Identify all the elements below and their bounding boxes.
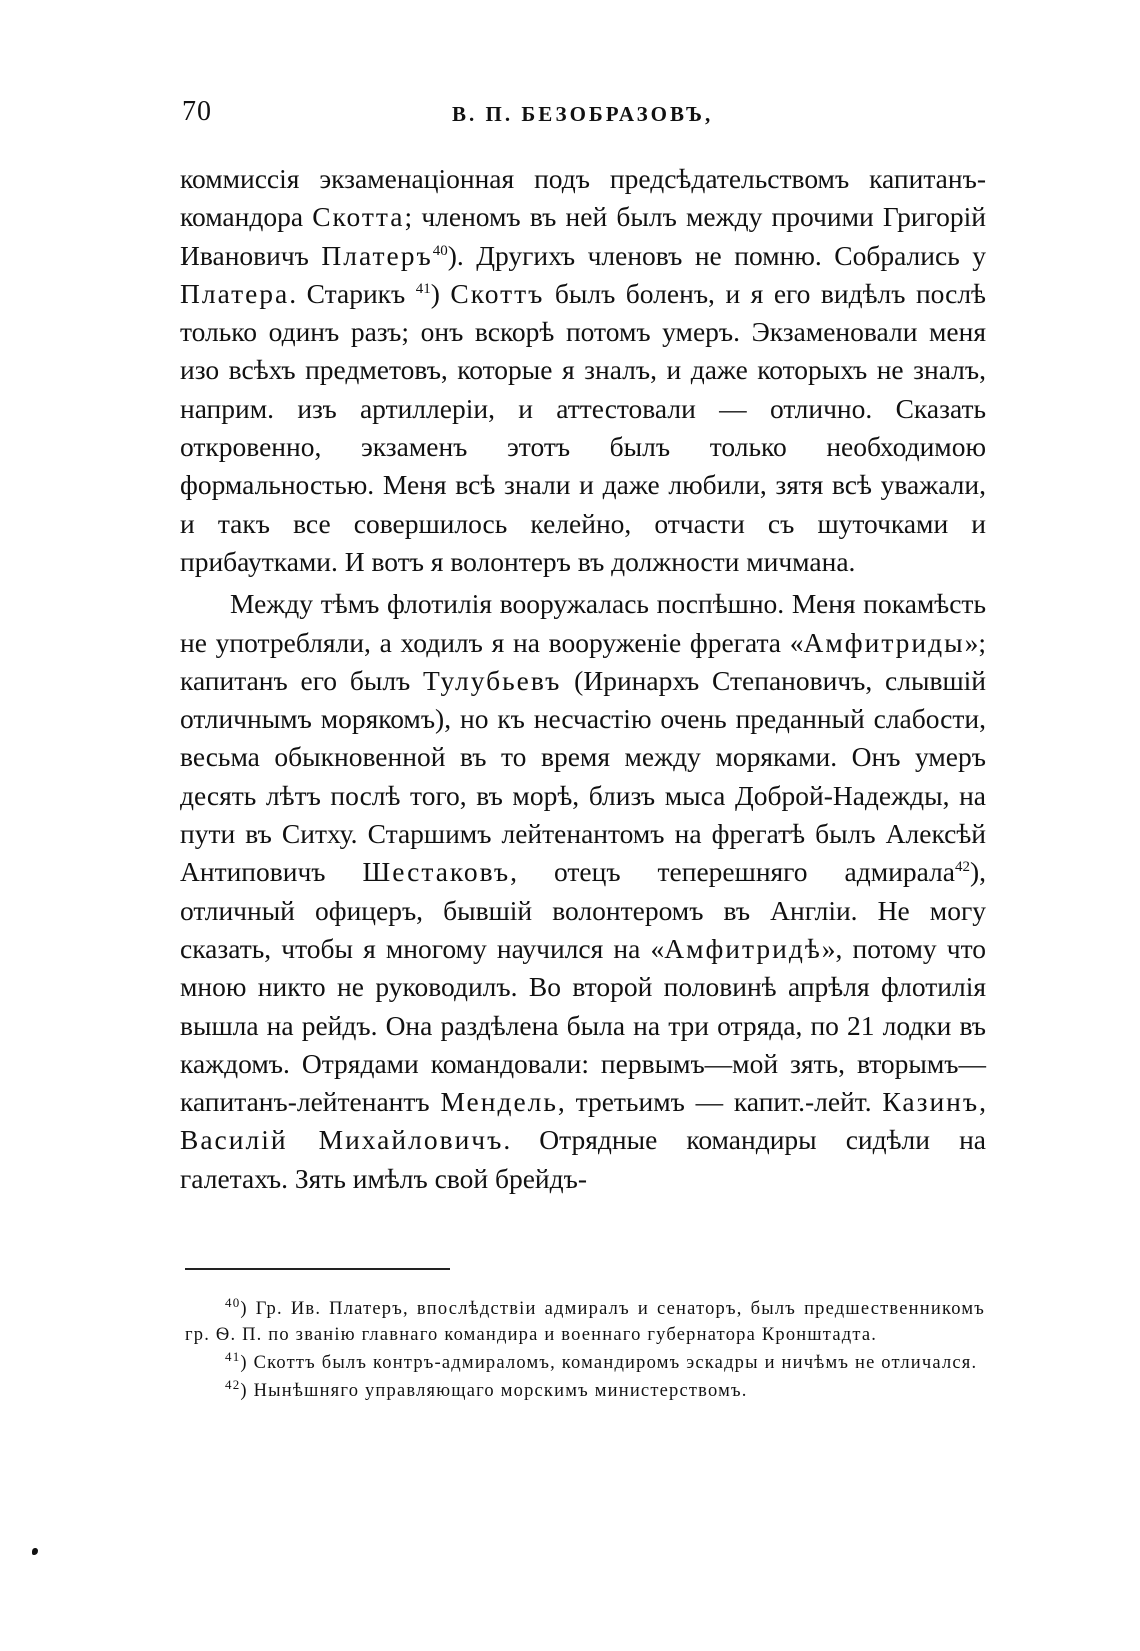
footnotes xyxy=(185,1296,985,1406)
text-run: », потому что мною никто не руководилъ. Во второй половинѣ апрѣля флотилія вышла на рейдъ. Она раздѣлена была на три отряда, по 21 лодки въ каждомъ. Отрядами командовали: первымъ—мой зять, вторымъ—капитанъ-лейтенантъ xyxy=(180,932,987,1118)
text-run: Между тѣмъ флотилія вооружалась поспѣшно. Меня покамѣсть не употребляли, а ходилъ я на вооруженіе фрегата « xyxy=(180,588,986,658)
text-run: »; капитанъ его былъ xyxy=(180,626,986,696)
running-title: В. П. БЕЗОБРАЗОВЪ, xyxy=(452,102,714,126)
text-run: ), отличный офицеръ, бывшій волонтеромъ въ Англіи. Не могу сказать, чтобы я многому научился на « xyxy=(180,856,986,964)
text-run: коммиссія экзаменаціонная подъ предсѣдательствомъ капитанъ-командора xyxy=(180,163,986,233)
ship-amphitrite-2: Амфитридѣ xyxy=(664,932,822,964)
ship-amphitrite: Амфитриды xyxy=(803,626,965,658)
name-tulubyev: Тулубьевъ xyxy=(423,664,562,696)
name-scott-2: Скоттъ xyxy=(450,277,545,309)
text-run: ). Другихъ членовъ не помню. Собрались у xyxy=(447,239,987,271)
name-shestakov: Шестаковъ xyxy=(362,856,511,888)
footnote-number: 41 xyxy=(225,1348,241,1364)
text-run: , xyxy=(979,1086,986,1118)
text-run: . Отрядные командиры сидѣли на галетахъ. Зять имѣлъ свой брейдъ- xyxy=(180,1124,986,1194)
footnote-40 xyxy=(185,1296,985,1348)
text-run: былъ боленъ, и я его видѣлъ послѣ только одинъ разъ; онъ вскорѣ потомъ умеръ. Экзаменовали меня изо всѣхъ предметовъ, которые я зналъ, и даже которыхъ не зналъ, наприм. изъ артиллеріи, и аттестовали — отлично. Сказать откровенно, экзаменъ этотъ былъ только необходимою формальностью. Меня всѣ знали и даже любили, зятя всѣ уважали, и такъ все совершилось келейно, отчасти съ шуточками и прибаутками. И вотъ я волонтеръ въ должности мичмана. xyxy=(180,277,986,577)
text-run: , отецъ теперешняго адмирала xyxy=(510,856,955,888)
footnote-number: 42 xyxy=(225,1376,241,1392)
name-platera: Платера xyxy=(180,277,290,309)
name-mendel: Мендель xyxy=(440,1086,558,1118)
footnote-text: ) Нынѣшняго управляющаго морскимъ министерствомъ. xyxy=(240,1381,748,1401)
footnote-ref-40[interactable]: 40 xyxy=(432,242,448,259)
page-header xyxy=(182,96,982,136)
footnote-ref-41[interactable]: 41 xyxy=(415,280,431,297)
footnote-41 xyxy=(185,1350,985,1376)
footnote-number: 40 xyxy=(225,1294,241,1310)
text-run: (Иринархъ Степановичъ, слывшій отличнымъ морякомъ), но къ несчастію очень преданный слабости, весьма обыкновенной въ то время между моряками. Онъ умеръ десять лѣтъ послѣ того, въ морѣ, близъ мыса Доброй-Надежды, на пути въ Ситху. Старшимъ лейтенантомъ на фрегатѣ былъ Алексѣй Антиповичъ xyxy=(180,664,986,888)
paragraph-1 xyxy=(180,160,986,581)
name-scott: Скотта xyxy=(312,201,405,233)
footnote-divider xyxy=(185,1268,450,1270)
scan-speck xyxy=(32,1548,38,1555)
name-vasily: Василій Михайловичъ xyxy=(180,1124,504,1156)
footnote-42 xyxy=(185,1378,985,1404)
paragraph-2 xyxy=(180,585,986,1198)
footnote-ref-42[interactable]: 42 xyxy=(954,859,970,876)
footnote-text: ) Скоттъ былъ контръ-адмираломъ, командиромъ эскадры и ничѣмъ не отличался. xyxy=(240,1353,978,1373)
main-text xyxy=(180,160,986,1198)
name-kazin: Казинъ xyxy=(882,1086,980,1118)
text-run: , третьимъ — капит.-лейт. xyxy=(557,1086,883,1118)
page-number: 70 xyxy=(182,96,212,127)
text-run: ; членомъ въ ней былъ между прочими Григорій Ивановичъ xyxy=(180,201,986,271)
footnote-text: ) Гр. Ив. Платеръ, впослѣдствіи адмиралъ и сенаторъ, былъ предшественникомъ гр. Ѳ. П. по званію главнаго командира и военнаго губернатора Кронштадта. xyxy=(185,1299,985,1345)
text-run: ) xyxy=(430,277,451,309)
name-plater: Платеръ xyxy=(321,239,433,271)
text-run: . Старикъ xyxy=(289,277,416,309)
